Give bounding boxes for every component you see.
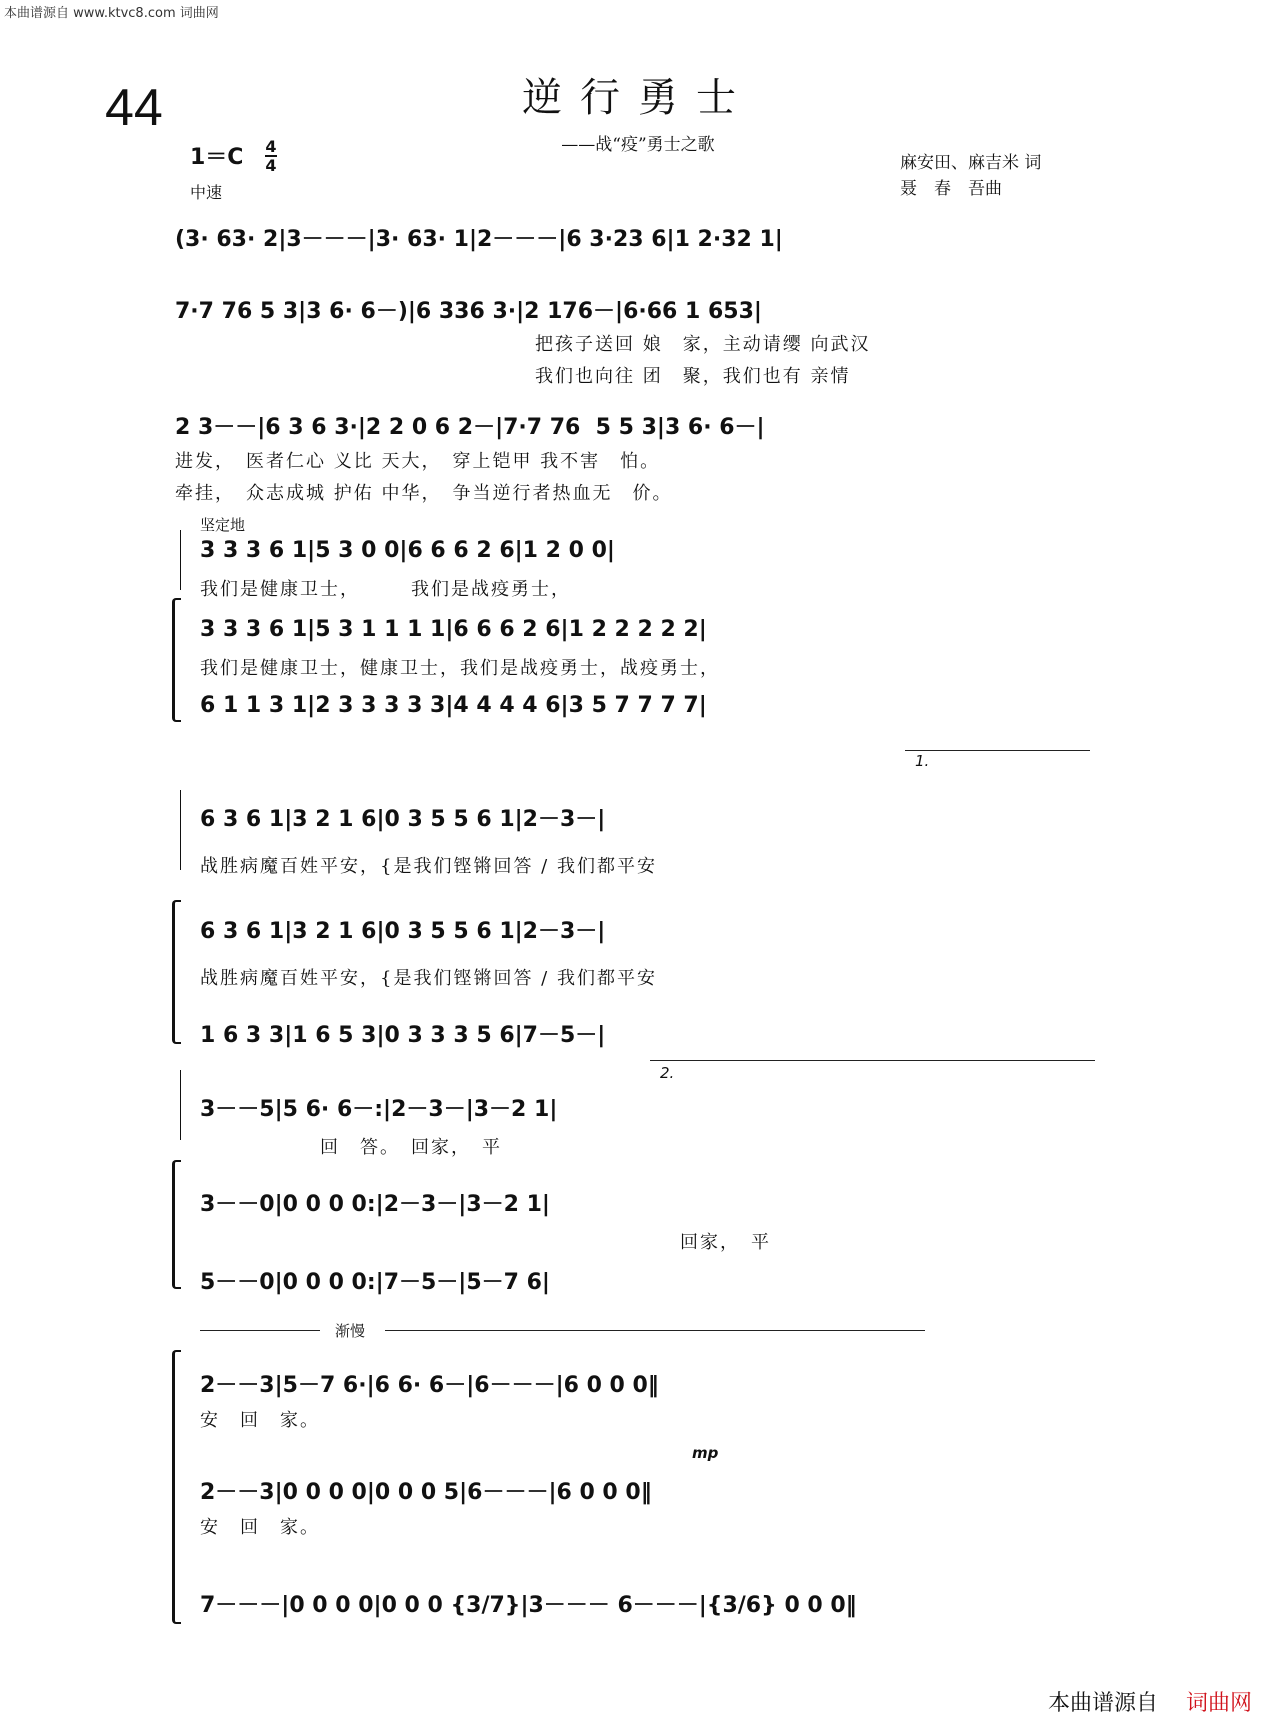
section-4-choir-brace [172, 1350, 181, 1624]
bottom-watermark-left: 本曲谱源自 [1047, 1691, 1158, 1716]
time-signature [265, 138, 277, 174]
section-3-line-1-lyrics: 回 答。 回家， 平 [320, 1137, 502, 1158]
staff-row-3-lyric-verse-1: 进发， 医者仁心 义比 天大， 穿上铠甲 我不害 怕。 [175, 451, 661, 472]
top-watermark: 本曲谱源自 www.ktvc8.com 词曲网 [4, 6, 219, 21]
tempo-marking: 中速 [190, 183, 223, 202]
staff-row-3-lyric-verse-2: 牵挂， 众志成城 护佑 中华， 争当逆行者热血无 价。 [175, 483, 673, 504]
section-1-line-2-lyrics: 我们是健康卫士，健康卫士，我们是战疫勇士，战疫勇士， [200, 658, 720, 679]
section-2-line-2-lyrics: 战胜病魔百姓平安，{是我们铿锵回答 / 我们都平安 [200, 968, 657, 989]
section-2-line-1-lyrics: 战胜病魔百姓平安，{是我们铿锵回答 / 我们都平安 [200, 856, 657, 877]
section-3-line-3-notes: 5－－0|0 0 0 0:|7－5－|5－7 6| [200, 1270, 550, 1295]
section-1-line-1-notes: 3 3 3 6 1|5 3 0 0|6 6 6 2 6|1 2 0 0| [200, 538, 615, 563]
section-4-hairpin-2 [385, 1330, 925, 1331]
composer: 聂 春 吾曲 [900, 179, 1002, 199]
section-4-line-1-lyrics: 安 回 家。 [200, 1410, 320, 1431]
section-4-line-2-lyrics: 安 回 家。 [200, 1517, 320, 1538]
staff-row-2-lyric-verse-1: 把孩子送回 娘 家，主动请缨 向武汉 [535, 334, 871, 355]
section-3-line-1-notes: 3－－5|5 6· 6－:|2－3－|3－2 1| [200, 1097, 558, 1122]
section-4-dynamic: mp [692, 1444, 719, 1462]
staff-row-2-notes: 7·7 76 5 3|3 6· 6－)|6 336 3·|2 176－|6·66 1 653| [175, 299, 762, 324]
section-2-line-2-notes: 6 3 6 1|3 2 1 6|0 3 5 5 6 1|2－3－| [200, 919, 606, 944]
section-4-line-3-notes: 7－－－|0 0 0 0|0 0 0 {3/7}|3－－－ 6－－－|{3/6} 0 0 0‖ [200, 1593, 857, 1618]
section-3-line-2-notes: 3－－0|0 0 0 0:|2－3－|3－2 1| [200, 1192, 550, 1217]
section-2-line-1-notes: 6 3 6 1|3 2 1 6|0 3 5 5 6 1|2－3－| [200, 807, 606, 832]
section-3-volta-2: 2. [660, 1064, 675, 1082]
section-2-volta-1: 1. [915, 752, 930, 770]
staff-row-2-lyric-verse-2: 我们也向往 团 聚，我们也有 亲情 [535, 366, 851, 387]
time-signature-top: 4 [265, 137, 277, 156]
section-4-line-2-notes: 2－－3|0 0 0 0|0 0 0 5|6－－－|6 0 0 0‖ [200, 1480, 652, 1505]
staff-row-3-notes: 2 3－－|6 3 6 3·|2 2 0 6 2－|7·7 76 5 5 3|3 6· 6－| [175, 415, 765, 440]
bottom-watermark-right: 词曲网 [1185, 1691, 1252, 1716]
section-4-ritardando: 渐慢 [335, 1322, 366, 1340]
lyricist: 麻安田、麻吉米 词 [900, 153, 1042, 173]
time-signature-bottom: 4 [265, 156, 277, 175]
credits [900, 150, 1041, 202]
section-2-solo-line [180, 790, 181, 870]
section-1-expression: 坚定地 [200, 516, 246, 534]
section-1-line-2-notes: 3 3 3 6 1|5 3 1 1 1 1|6 6 6 2 6|1 2 2 2 2 2| [200, 617, 707, 642]
song-title: 逆行勇士 [522, 75, 754, 121]
section-3-choir-brace [172, 1160, 181, 1289]
key-signature: 1＝C [190, 145, 244, 170]
section-1-choir-brace [172, 598, 181, 722]
section-1-line-1-lyrics: 我们是健康卫士， 我们是战疫勇士， [200, 579, 571, 600]
section-3-solo-line [180, 1070, 181, 1140]
section-2-line-3-notes: 1 6 3 3|1 6 5 3|0 3 3 3 5 6|7－5－| [200, 1023, 606, 1048]
section-3-volta-line [650, 1060, 1095, 1061]
staff-row-1-notes: (3· 63· 2|3－－－|3· 63· 1|2－－－|6 3·23 6|1 2·32 1| [175, 227, 783, 252]
section-1-line-3-notes: 6 1 1 3 1|2 3 3 3 3 3|4 4 4 4 6|3 5 7 7 7 7| [200, 693, 707, 718]
section-4-line-1-notes: 2－－3|5－7 6·|6 6· 6－|6－－－|6 0 0 0‖ [200, 1373, 659, 1398]
section-1-solo-line [180, 530, 181, 590]
section-2-choir-brace [172, 900, 181, 1044]
song-subtitle: ——战“疫”勇士之歌 [561, 135, 715, 155]
section-2-volta-line [905, 750, 1090, 751]
section-4-hairpin-1 [200, 1330, 320, 1331]
bottom-watermark [1048, 1686, 1252, 1717]
section-3-line-2-lyrics: 回家， 平 [680, 1232, 771, 1253]
page-number: 44 [105, 79, 163, 137]
